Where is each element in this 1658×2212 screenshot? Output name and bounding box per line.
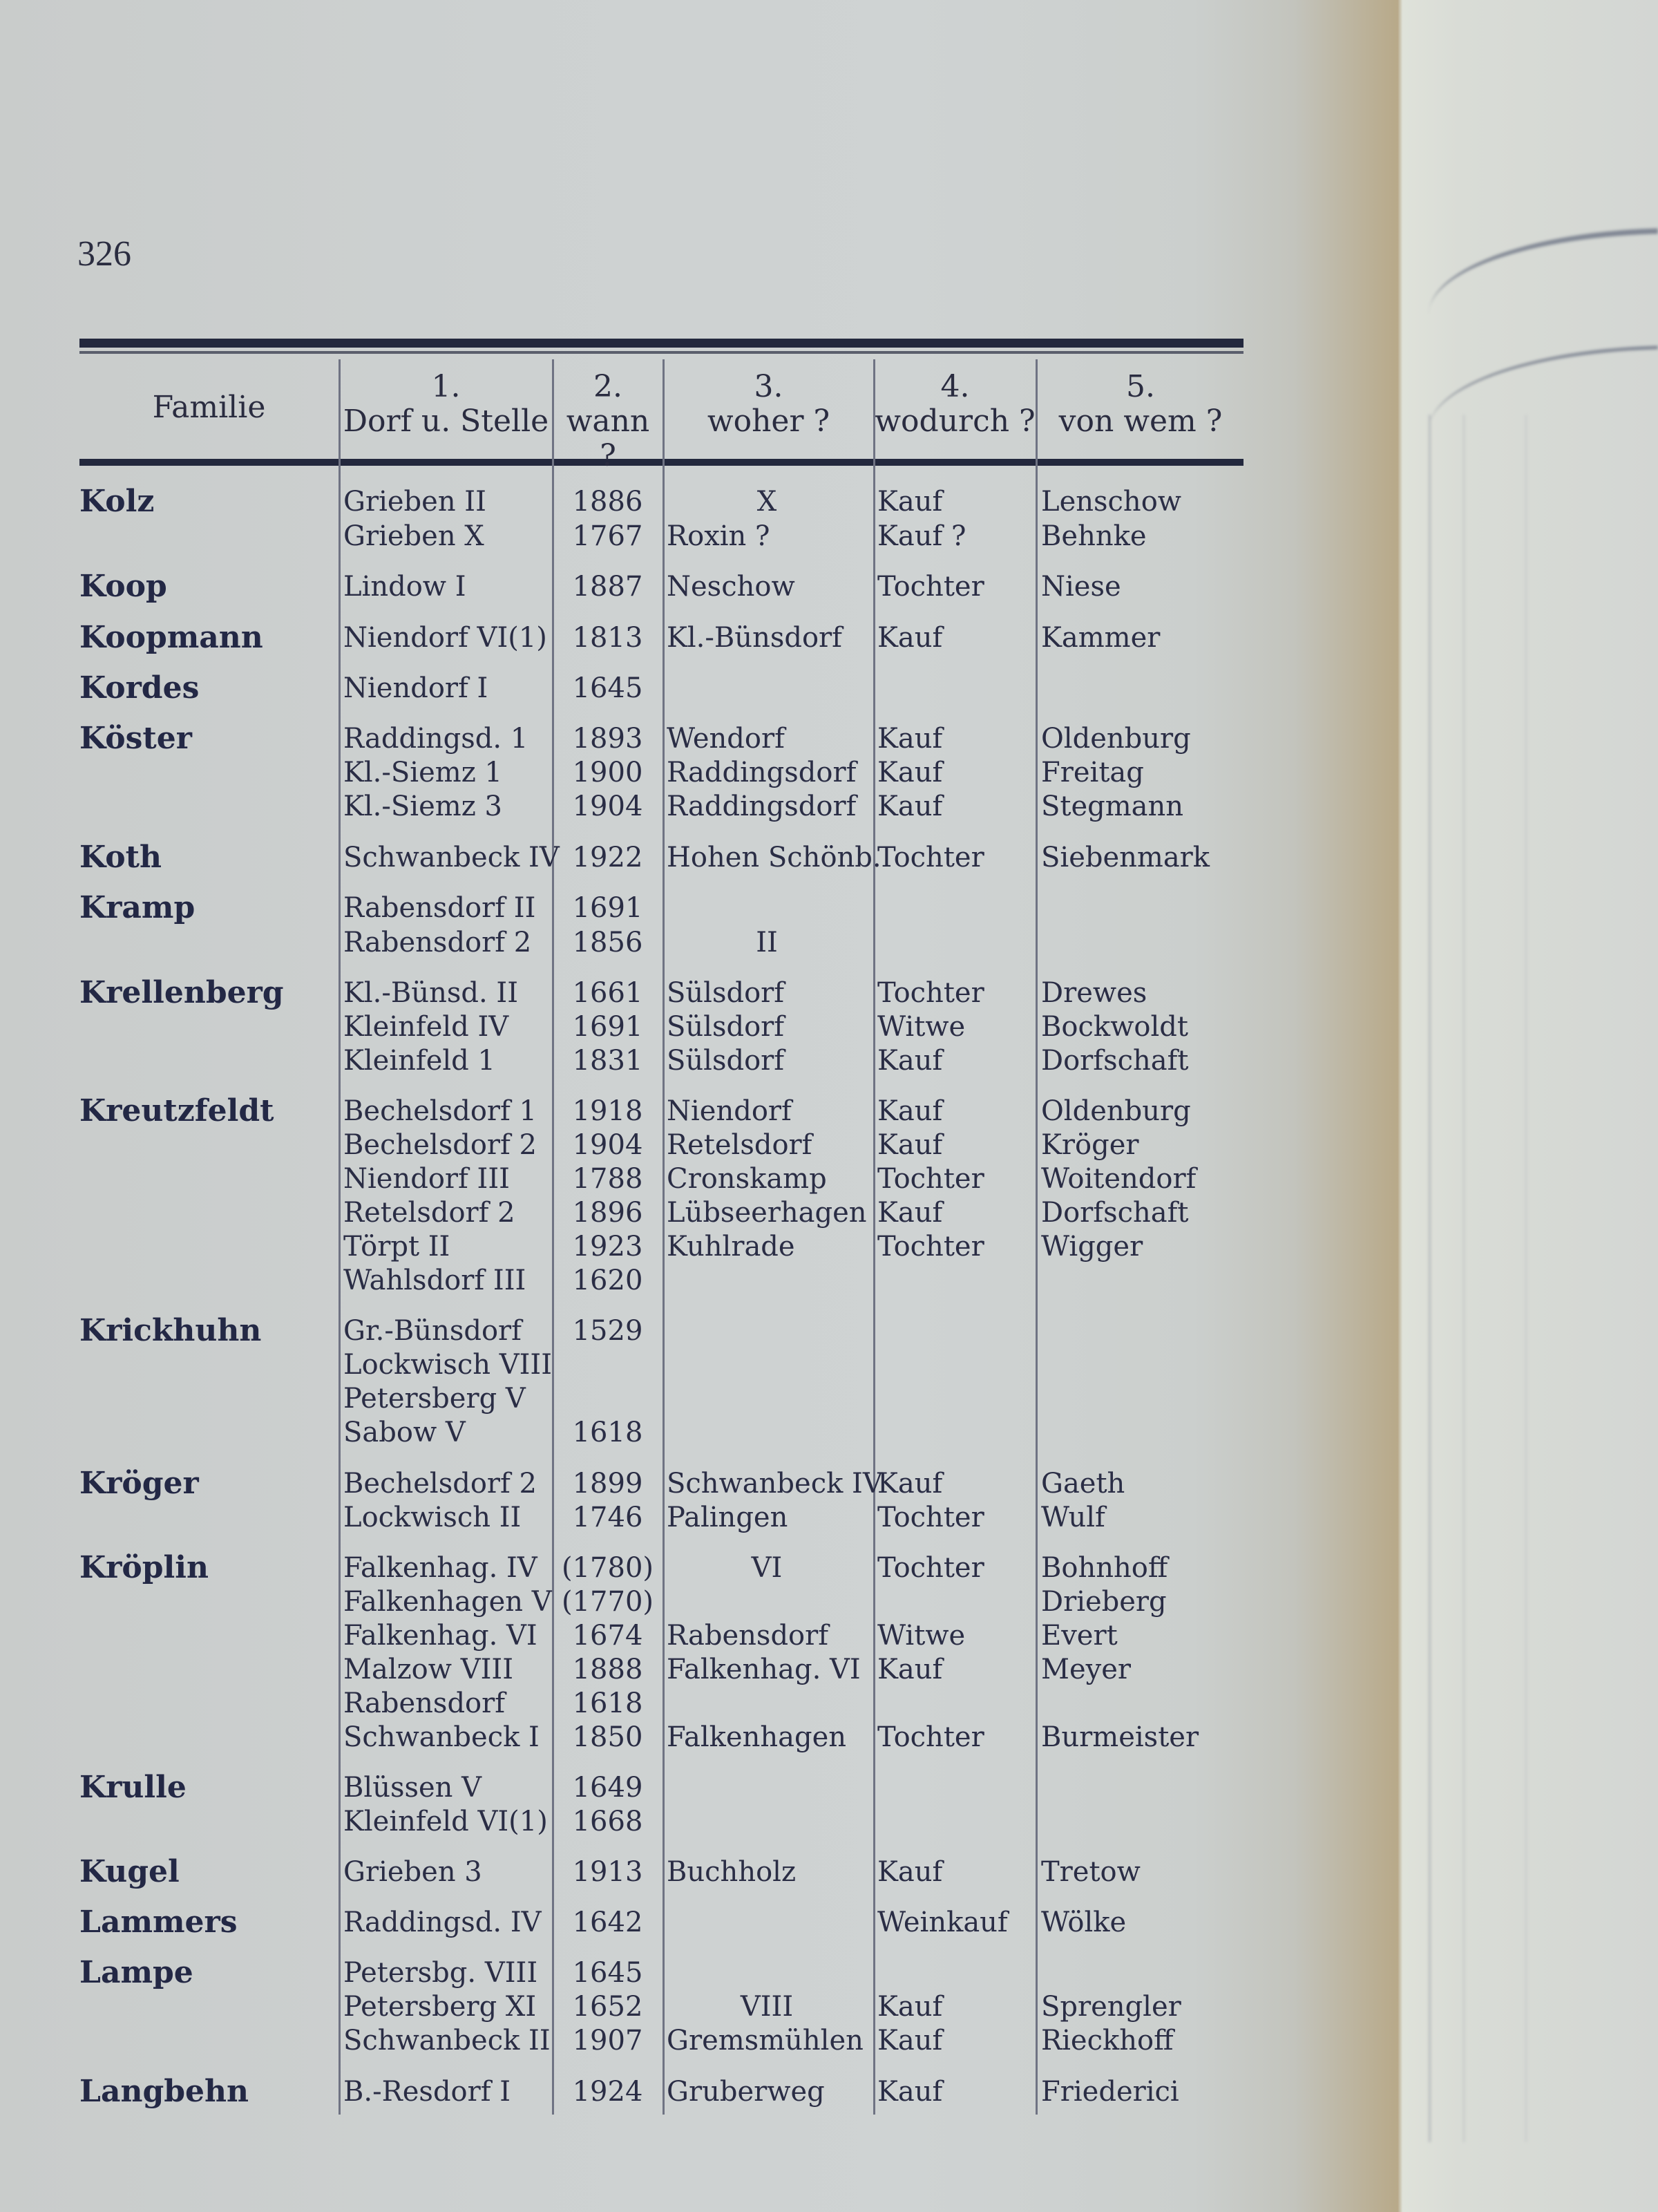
- cell-dorf: Schwanbeck II: [343, 2025, 551, 2057]
- cell-woher: II: [756, 927, 778, 958]
- cell-woher: Buchholz: [667, 1856, 797, 1888]
- cell-wann: 1850: [572, 1721, 643, 1753]
- cell-wann: 1618: [572, 1688, 643, 1719]
- cell-wann: 1668: [572, 1806, 643, 1837]
- header-von-wem: [1037, 370, 1244, 439]
- cell-dorf: Blüssen V: [343, 1772, 482, 1804]
- cell-wodurch: Kauf: [877, 1095, 943, 1127]
- cell-wann: 1899: [572, 1468, 643, 1500]
- cell-wann: 1918: [572, 1095, 643, 1127]
- cell-wann: 1649: [572, 1772, 643, 1804]
- cell-woher: Sülsdorf: [667, 977, 785, 1009]
- cell-wodurch: Kauf: [877, 791, 943, 822]
- cell-dorf: B.-Resdorf I: [343, 2076, 511, 2108]
- header-wodurch: [875, 370, 1036, 439]
- cell-von-wem: Behnke: [1041, 520, 1147, 552]
- cell-wann: 1746: [572, 1502, 643, 1533]
- column-divider: [873, 359, 875, 2115]
- header-label: wodurch ?: [875, 404, 1036, 439]
- cell-von-wem: Stegmann: [1041, 791, 1184, 822]
- cell-wann: 1913: [572, 1856, 643, 1888]
- cell-wann: 1529: [572, 1315, 643, 1347]
- header-number: 4.: [940, 369, 970, 404]
- header-number: 3.: [754, 369, 783, 404]
- cell-dorf: Malzow VIII: [343, 1654, 513, 1685]
- cell-wann: 1691: [572, 1011, 643, 1043]
- cell-von-wem: Kammer: [1041, 622, 1161, 654]
- cell-von-wem: Bockwoldt: [1041, 1011, 1188, 1043]
- cell-woher: Sülsdorf: [667, 1045, 785, 1077]
- cell-dorf: Grieben X: [343, 520, 484, 552]
- facing-page-column-line: [1525, 415, 1527, 2142]
- family-name: Lammers: [79, 1904, 238, 1940]
- cell-dorf: Bechelsdorf 1: [343, 1095, 537, 1127]
- cell-wodurch: Tochter: [877, 1502, 984, 1533]
- header-label: woher ?: [707, 404, 830, 439]
- cell-wodurch: Kauf: [877, 1654, 943, 1685]
- cell-wodurch: Tochter: [877, 1552, 984, 1584]
- header-label: wann ?: [566, 404, 650, 473]
- cell-wann: 1618: [572, 1417, 643, 1448]
- cell-woher: Roxin ?: [667, 520, 770, 552]
- cell-wodurch: Kauf: [877, 1197, 943, 1229]
- cell-dorf: Rabensdorf: [343, 1688, 506, 1719]
- facing-page-column-line: [1463, 415, 1465, 2142]
- cell-wodurch: Tochter: [877, 977, 984, 1009]
- cell-woher: VIII: [740, 1991, 794, 2023]
- cell-wodurch: Tochter: [877, 571, 984, 603]
- cell-woher: Falkenhag. VI: [667, 1654, 861, 1685]
- cell-wann: 1886: [572, 486, 643, 518]
- cell-von-wem: Dorfschaft: [1041, 1197, 1189, 1229]
- cell-von-wem: Oldenburg: [1041, 1095, 1191, 1127]
- cell-wann: 1900: [572, 757, 643, 788]
- family-name: Koth: [79, 840, 162, 875]
- header-label: Familie: [152, 390, 266, 425]
- cell-dorf: Niendorf I: [343, 672, 488, 704]
- header-number: 1.: [431, 369, 461, 404]
- family-name: Koop: [79, 569, 167, 604]
- family-name: Kröger: [79, 1466, 199, 1501]
- cell-wann: 1893: [572, 723, 643, 755]
- cell-dorf: Bechelsdorf 2: [343, 1129, 537, 1161]
- table-top-thin-rule: [79, 351, 1244, 354]
- cell-von-wem: Niese: [1041, 571, 1121, 603]
- cell-wann: 1907: [572, 2025, 643, 2057]
- cell-von-wem: Friederici: [1041, 2076, 1179, 2108]
- cell-wann: 1652: [572, 1991, 643, 2023]
- cell-dorf: Lindow I: [343, 571, 466, 603]
- column-divider: [663, 359, 665, 2115]
- cell-wodurch: Kauf: [877, 2025, 943, 2057]
- cell-dorf: Sabow V: [343, 1417, 466, 1448]
- family-name: Krellenberg: [79, 975, 284, 1010]
- header-dorf-stelle: [340, 370, 552, 439]
- cell-woher: VI: [751, 1552, 783, 1584]
- cell-dorf: Falkenhag. VI: [343, 1620, 537, 1652]
- cell-dorf: Kleinfeld VI(1): [343, 1806, 548, 1837]
- header-familie: [79, 390, 339, 425]
- cell-von-wem: Wölke: [1041, 1907, 1127, 1938]
- cell-von-wem: Rieckhoff: [1041, 2025, 1174, 2057]
- cell-dorf: Petersberg XI: [343, 1991, 537, 2023]
- facing-page-column-line: [1429, 415, 1431, 2142]
- cell-wodurch: Kauf: [877, 1856, 943, 1888]
- cell-wann: (1770): [561, 1586, 654, 1618]
- cell-wann: 1904: [572, 791, 643, 822]
- cell-wodurch: Kauf: [877, 723, 943, 755]
- cell-wann: 1620: [572, 1265, 643, 1296]
- cell-dorf: Retelsdorf 2: [343, 1197, 515, 1229]
- header-label: Dorf u. Stelle: [343, 404, 549, 439]
- cell-von-wem: Drewes: [1041, 977, 1147, 1009]
- column-divider: [339, 359, 341, 2115]
- book-page-right-blurred: [1408, 0, 1658, 2212]
- cell-dorf: Schwanbeck IV: [343, 842, 560, 873]
- cell-dorf: Wahlsdorf III: [343, 1265, 526, 1296]
- cell-von-wem: Siebenmark: [1041, 842, 1210, 873]
- column-divider: [1036, 359, 1038, 2115]
- cell-dorf: Schwanbeck I: [343, 1721, 540, 1753]
- cell-dorf: Niendorf III: [343, 1163, 510, 1195]
- cell-wodurch: Tochter: [877, 1721, 984, 1753]
- cell-woher: Gremsmühlen: [667, 2025, 864, 2057]
- header-number: 5.: [1126, 369, 1155, 404]
- cell-wann: 1896: [572, 1197, 643, 1229]
- cell-woher: Hohen Schönb.: [667, 842, 882, 873]
- header-number: 2.: [593, 369, 622, 404]
- cell-wodurch: Kauf ?: [877, 520, 966, 552]
- cell-woher: Sülsdorf: [667, 1011, 785, 1043]
- cell-dorf: Rabensdorf 2: [343, 927, 532, 958]
- cell-wodurch: Kauf: [877, 757, 943, 788]
- cell-wann: 1888: [572, 1654, 643, 1685]
- cell-wodurch: Kauf: [877, 622, 943, 654]
- cell-wann: 1904: [572, 1129, 643, 1161]
- cell-woher: Raddingsdorf: [667, 791, 857, 822]
- cell-von-wem: Gaeth: [1041, 1468, 1125, 1500]
- cell-woher: Kuhlrade: [667, 1231, 795, 1263]
- cell-dorf: Grieben 3: [343, 1856, 482, 1888]
- cell-woher: Retelsdorf: [667, 1129, 812, 1161]
- cell-wodurch: Tochter: [877, 1231, 984, 1263]
- cell-wann: 1924: [572, 2076, 643, 2108]
- cell-wodurch: Weinkauf: [877, 1907, 1008, 1938]
- cell-von-wem: Dorfschaft: [1041, 1045, 1189, 1077]
- cell-wann: 1645: [572, 672, 643, 704]
- cell-wann: 1661: [572, 977, 643, 1009]
- cell-woher: Cronskamp: [667, 1163, 827, 1195]
- cell-dorf: Grieben II: [343, 486, 486, 518]
- cell-woher: Kl.-Bünsdorf: [667, 622, 842, 654]
- cell-wann: 1922: [572, 842, 643, 873]
- family-name: Langbehn: [79, 2074, 249, 2109]
- cell-dorf: Raddingsd. 1: [343, 723, 528, 755]
- cell-wodurch: Kauf: [877, 1045, 943, 1077]
- cell-von-wem: Burmeister: [1041, 1721, 1199, 1753]
- cell-von-wem: Evert: [1041, 1620, 1118, 1652]
- cell-von-wem: Oldenburg: [1041, 723, 1191, 755]
- cell-wodurch: Tochter: [877, 842, 984, 873]
- cell-wann: 1887: [572, 571, 643, 603]
- cell-wodurch: Tochter: [877, 1163, 984, 1195]
- cell-woher: Raddingsdorf: [667, 757, 857, 788]
- cell-von-wem: Sprengler: [1041, 1991, 1181, 2023]
- cell-von-wem: Tretow: [1041, 1856, 1141, 1888]
- cell-wann: 1856: [572, 927, 643, 958]
- cell-dorf: Kl.-Siemz 3: [343, 791, 502, 822]
- cell-woher: Gruberweg: [667, 2076, 825, 2108]
- cell-wann: 1923: [572, 1231, 643, 1263]
- table-top-rule: [79, 339, 1244, 348]
- family-name: Kramp: [79, 890, 196, 925]
- cell-woher: Lübseerhagen: [667, 1197, 867, 1229]
- cell-woher: Wendorf: [667, 723, 785, 755]
- cell-wann: 1767: [572, 520, 643, 552]
- cell-woher: Neschow: [667, 571, 795, 603]
- family-name: Kreutzfeldt: [79, 1093, 274, 1128]
- cell-dorf: Falkenhag. IV: [343, 1552, 537, 1584]
- cell-von-wem: Freitag: [1041, 757, 1144, 788]
- family-name: Lampe: [79, 1955, 193, 1990]
- cell-von-wem: Wigger: [1041, 1231, 1143, 1263]
- cell-wann: 1831: [572, 1045, 643, 1077]
- cell-dorf: Lockwisch VIII: [343, 1349, 553, 1381]
- header-woher: [664, 370, 873, 439]
- cell-dorf: Kleinfeld 1: [343, 1045, 495, 1077]
- cell-woher: Falkenhagen: [667, 1721, 846, 1753]
- header-label: von wem ?: [1058, 404, 1223, 439]
- family-name: Kolz: [79, 484, 155, 519]
- cell-wodurch: Kauf: [877, 1991, 943, 2023]
- cell-von-wem: Drieberg: [1041, 1586, 1167, 1618]
- cell-von-wem: Meyer: [1041, 1654, 1132, 1685]
- cell-woher: Palingen: [667, 1502, 788, 1533]
- cell-woher: Schwanbeck IV: [667, 1468, 883, 1500]
- family-name: Kröplin: [79, 1550, 209, 1585]
- cell-von-wem: Wulf: [1041, 1502, 1105, 1533]
- cell-wann: 1813: [572, 622, 643, 654]
- cell-woher: Rabensdorf: [667, 1620, 829, 1652]
- cell-dorf: Törpt II: [343, 1231, 450, 1263]
- cell-dorf: Lockwisch II: [343, 1502, 522, 1533]
- family-name: Krulle: [79, 1770, 187, 1805]
- family-name: Köster: [79, 721, 192, 756]
- cell-dorf: Petersbg. VIII: [343, 1957, 538, 1989]
- cell-wann: (1780): [561, 1552, 654, 1584]
- cell-wann: 1642: [572, 1907, 643, 1938]
- cell-von-wem: Kröger: [1041, 1129, 1139, 1161]
- cell-dorf: Gr.-Bünsdorf: [343, 1315, 522, 1347]
- cell-woher: X: [756, 486, 777, 518]
- cell-wodurch: Kauf: [877, 1468, 943, 1500]
- cell-von-wem: Bohnhoff: [1041, 1552, 1168, 1584]
- cell-wann: 1674: [572, 1620, 643, 1652]
- family-name: Kordes: [79, 670, 200, 706]
- cell-wodurch: Witwe: [877, 1011, 966, 1043]
- cell-wodurch: Kauf: [877, 486, 943, 518]
- cell-wodurch: Witwe: [877, 1620, 966, 1652]
- page-number: 326: [77, 234, 131, 274]
- cell-von-wem: Lenschow: [1041, 486, 1182, 518]
- cell-dorf: Kl.-Siemz 1: [343, 757, 502, 788]
- cell-woher: Niendorf: [667, 1095, 792, 1127]
- column-divider: [552, 359, 554, 2115]
- family-name: Kugel: [79, 1854, 180, 1889]
- cell-wann: 1788: [572, 1163, 643, 1195]
- cell-wann: 1691: [572, 892, 643, 924]
- cell-wodurch: Kauf: [877, 2076, 943, 2108]
- cell-dorf: Rabensdorf II: [343, 892, 536, 924]
- cell-wann: 1645: [572, 1957, 643, 1989]
- cell-dorf: Raddingsd. IV: [343, 1907, 542, 1938]
- cell-dorf: Bechelsdorf 2: [343, 1468, 537, 1500]
- cell-dorf: Kleinfeld IV: [343, 1011, 509, 1043]
- header-wann: [553, 370, 663, 473]
- family-name: Koopmann: [79, 620, 263, 655]
- cell-dorf: Petersberg V: [343, 1383, 526, 1415]
- cell-von-wem: Woitendorf: [1041, 1163, 1197, 1195]
- cell-dorf: Niendorf VI(1): [343, 622, 547, 654]
- cell-dorf: Kl.-Bünsd. II: [343, 977, 518, 1009]
- cell-dorf: Falkenhagen V: [343, 1586, 552, 1618]
- family-name: Krickhuhn: [79, 1313, 262, 1348]
- cell-wodurch: Kauf: [877, 1129, 943, 1161]
